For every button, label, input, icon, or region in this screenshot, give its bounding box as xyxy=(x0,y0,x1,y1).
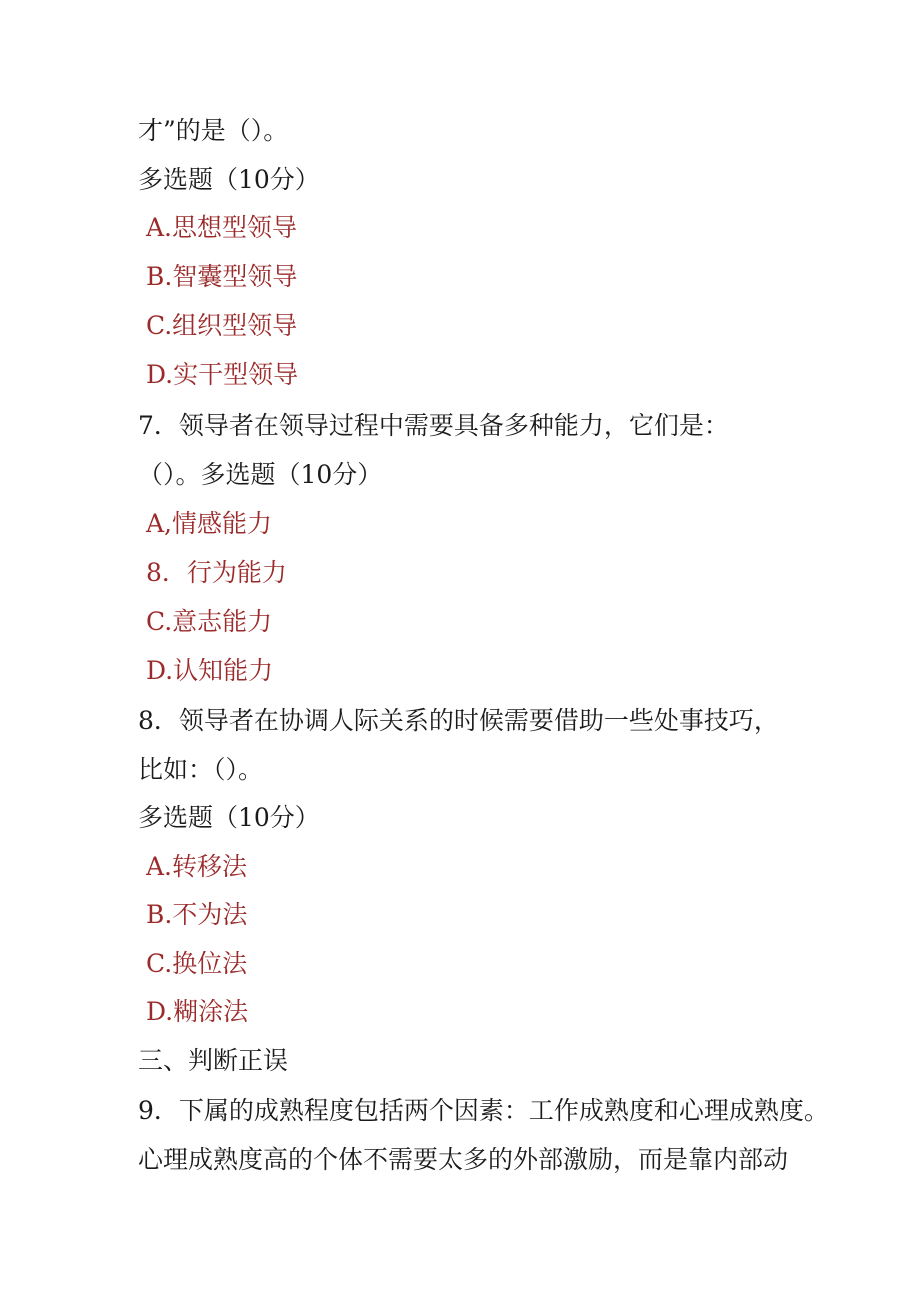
question-9-stem-cont: 心理成熟度高的个体不需要太多的外部激励，而是靠内部动 xyxy=(138,1145,789,1174)
question-7-stem-cont: （）。多选题（10分） xyxy=(138,460,383,489)
q6-option-b: B.智囊型领导 xyxy=(146,262,298,291)
q8-option-b: B.不为法 xyxy=(146,900,248,929)
q7-option-c: C.意志能力 xyxy=(146,607,273,636)
q6-option-c: C.组织型领导 xyxy=(146,311,298,340)
q8-option-c: C.换位法 xyxy=(146,949,248,978)
section-heading: 三、判断正误 xyxy=(138,1046,289,1075)
q8-option-a: A.转移法 xyxy=(146,852,248,881)
question-9-stem: 9．下属的成熟程度包括两个因素：工作成熟度和心理成熟度。 xyxy=(138,1096,829,1125)
q7-option-d: D.认知能力 xyxy=(146,656,274,685)
question-7-stem: 7．领导者在领导过程中需要具备多种能力，它们是： xyxy=(138,411,729,440)
question-8-stem: 8．领导者在协调人际关系的时候需要借助一些处事技巧， xyxy=(138,706,779,735)
question-6-type: 多选题（10分） xyxy=(138,165,320,194)
q6-option-a: A.思想型领导 xyxy=(146,213,298,242)
q8-option-d: D.糊涂法 xyxy=(146,997,249,1026)
question-6-tail: 才”的是（）。 xyxy=(138,116,289,145)
q7-option-b: 8．行为能力 xyxy=(146,558,287,587)
question-8-stem-cont: 比如：（）。 xyxy=(138,755,264,784)
q6-option-d: D.实干型领导 xyxy=(146,360,299,389)
q7-option-a: A,情感能力 xyxy=(146,509,273,538)
question-8-type: 多选题（10分） xyxy=(138,803,320,832)
